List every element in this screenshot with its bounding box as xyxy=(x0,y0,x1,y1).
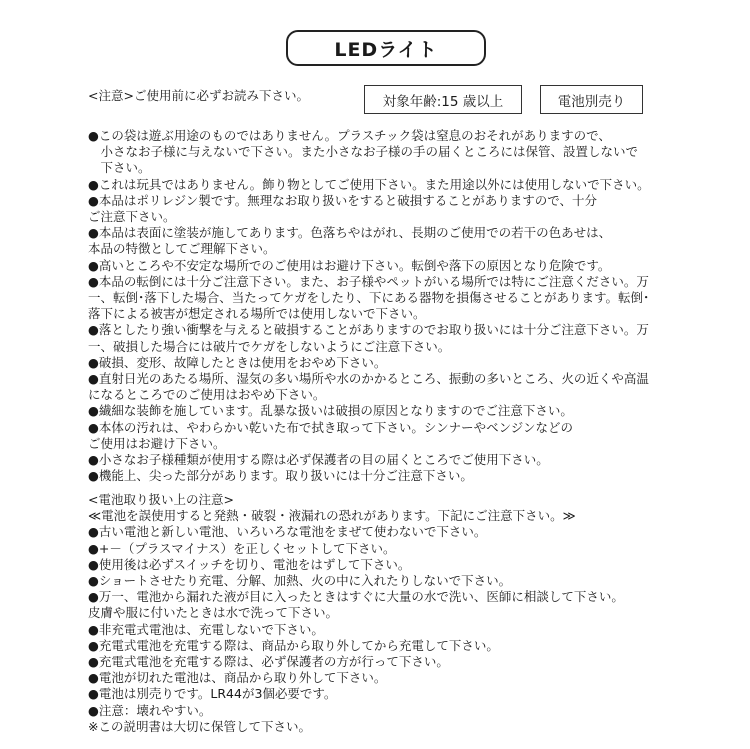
battery-note-line: ※この説明書は大切に保管して下さい。 xyxy=(88,718,311,734)
note-line: ご使用はお避け下さい。 xyxy=(88,435,226,451)
page-title: LEDライト xyxy=(286,30,486,66)
note-line: 落下による被害が想定される場所では使用しないで下さい。 xyxy=(88,306,426,322)
precaution-header: <注意>ご使用前に必ずお読み下さい。 xyxy=(88,88,309,103)
note-line: ●本品は表面に塗装が施してあります。色落ちやはがれ、長期のご使用での若干の色あせは、 xyxy=(88,225,612,241)
note-line: ●機能上、尖った部分があります。取り扱いには十分ご注意下さい。 xyxy=(88,468,473,484)
battery-note-line: ●充電式電池を充電する際は、必ず保護者の方が行って下さい。 xyxy=(88,654,449,670)
note-line: ●これは玩具ではありません。飾り物としてご使用下さい。また用途以外には使用しないで下さい。 xyxy=(88,176,650,192)
age-badge: 対象年齢:15 歳以上 xyxy=(364,85,522,114)
battery-note-line: ●電池が切れた電池は、商品から取り外して下さい。 xyxy=(88,670,387,686)
battery-note-line: ≪電池を誤使用すると発熱・破裂・液漏れの恐れがあります。下記にご注意下さい。≫ xyxy=(88,508,576,524)
note-line: ●落としたり強い衝撃を与えると破損することがありますのでお取り扱いには十分ご注意下さい。万 xyxy=(88,322,649,338)
battery-note-line: ●使用後は必ずスイッチを切り、電池をはずして下さい。 xyxy=(88,556,411,572)
battery-note-line: ●電池は別売りです。LR44が3個必要です。 xyxy=(88,686,337,702)
battery-note-line: ●+－（プラスマイナス）を正しくセットして下さい。 xyxy=(88,540,396,556)
note-line: ●本品の転倒には十分ご注意下さい。また、お子様やペットがいる場所では特にご注意ください。万 xyxy=(88,273,649,289)
precaution-list xyxy=(88,128,688,484)
note-line: ●直射日光のあたる場所、湿気の多い場所や水のかかるところ、振動の多いところ、火の近くや高温 xyxy=(88,371,649,387)
battery-note-line: ●ショートさせたり充電、分解、加熱、火の中に入れたりしないで下さい。 xyxy=(88,573,512,589)
note-line: になるところでのご使用はおやめ下さい。 xyxy=(88,387,326,403)
battery-badge: 電池別売り xyxy=(540,85,643,114)
note-line: ●破損、変形、故障したときは使用をおやめ下さい。 xyxy=(88,354,387,370)
note-line: ●高いところや不安定な場所でのご使用はお避け下さい。転倒や落下の原因となり危険です。 xyxy=(88,257,611,273)
note-line: ●この袋は遊ぶ用途のものではありません。プラスチック袋は窒息のおそれがありますので、 xyxy=(88,128,611,143)
note-line: 下さい。 xyxy=(88,160,151,176)
note-line: 小さなお子様に与えないで下さい。また小さなお子様の手の届くところには保管、設置しないで xyxy=(88,144,639,160)
note-line: ご注意下さい。 xyxy=(88,209,176,225)
battery-note-line: ●万一、電池から漏れた液が目に入ったときはすぐに大量の水で洗い、医師に相談して下さい。 xyxy=(88,589,624,605)
note-line: 一、破損した場合には破片でケガをしないようにご注意下さい。 xyxy=(88,338,451,354)
battery-note-line: ●非充電式電池は、充電しないで下さい。 xyxy=(88,621,324,637)
battery-precaution-list xyxy=(88,492,688,735)
note-line: ●本体の汚れは、やわらかい乾いた布で拭き取って下さい。シンナーやベンジンなどの xyxy=(88,419,573,435)
battery-note-line: <電池取り扱い上の注意> xyxy=(88,492,234,507)
note-line: ●本品はポリレジン製です。無理なお取り扱いをすると破損することがありますので、十分 xyxy=(88,192,598,208)
note-line: ●小さなお子様種類が使用する際は必ず保護者の目の届くところでご使用下さい。 xyxy=(88,452,549,468)
note-line: ●繊細な装飾を施しています。乱暴な扱いは破損の原因となりますのでご注意下さい。 xyxy=(88,403,573,419)
battery-note-line: 皮膚や服に付いたときは水で洗って下さい。 xyxy=(88,605,339,621)
note-line: 本品の特徴としてご理解下さい。 xyxy=(88,241,276,257)
battery-note-line: ●注意：壊れやすい。 xyxy=(88,702,212,718)
note-line: 一、転倒･落下した場合、当たってケガをしたり、下にある器物を損傷させることがあります。転倒･ xyxy=(88,290,650,306)
battery-note-line: ●充電式電池を充電する際は、商品から取り外してから充電して下さい。 xyxy=(88,637,499,653)
battery-note-line: ●古い電池と新しい電池、いろいろな電池をまぜて使わないで下さい。 xyxy=(88,524,487,540)
